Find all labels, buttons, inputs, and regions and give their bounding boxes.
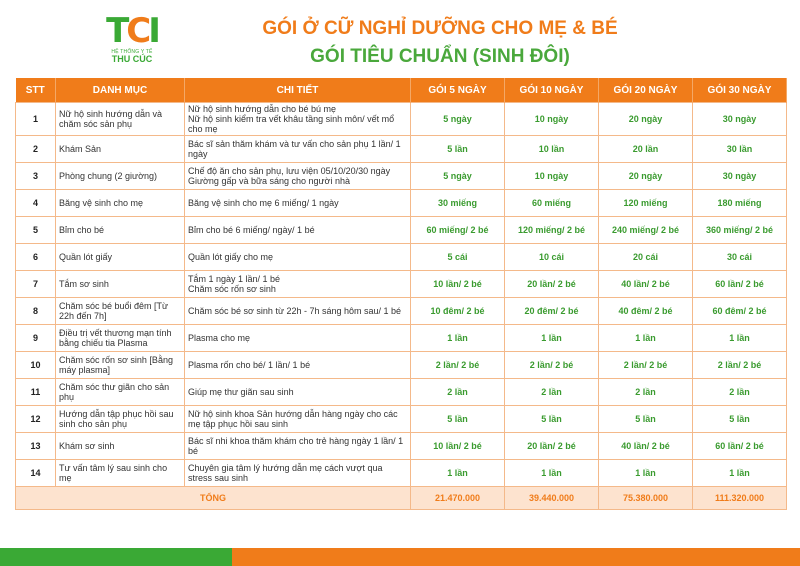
row-package-20: 2 lần/ 2 bé: [599, 352, 693, 379]
row-package-30: 1 lần: [693, 325, 787, 352]
header-stt: STT: [16, 78, 56, 103]
row-package-5: 5 ngày: [411, 103, 505, 136]
row-stt: 4: [16, 190, 56, 217]
row-category: Nữ hộ sinh hướng dẫn và chăm sóc sản phụ: [56, 103, 185, 136]
row-package-5: 5 lần: [411, 406, 505, 433]
row-stt: 9: [16, 325, 56, 352]
footer-bar-green: [0, 548, 232, 566]
logo-tagline: HỆ THỐNG Y TẾ: [111, 49, 153, 55]
row-package-10: 20 đêm/ 2 bé: [505, 298, 599, 325]
row-package-10: 10 ngày: [505, 163, 599, 190]
row-category: Khám Sản: [56, 136, 185, 163]
row-stt: 6: [16, 244, 56, 271]
logo-name: THU CÚC: [111, 54, 153, 64]
table-row: [16, 352, 787, 379]
row-package-10: 5 lần: [505, 406, 599, 433]
row-package-10: 10 ngày: [505, 103, 599, 136]
row-package-20: 20 ngày: [599, 163, 693, 190]
table-row: [16, 217, 787, 244]
row-package-10: 1 lần: [505, 325, 599, 352]
table-row: [16, 298, 787, 325]
row-package-30: 30 ngày: [693, 103, 787, 136]
row-package-10: 2 lần: [505, 379, 599, 406]
total-package-20: 75.380.000: [599, 487, 693, 510]
row-package-10: 10 lần: [505, 136, 599, 163]
row-package-20: 20 ngày: [599, 103, 693, 136]
row-detail: Nữ hộ sinh hướng dẫn cho bé bú mẹ Nữ hộ sinh kiểm tra vết khâu tầng sinh môn/ vết mổ cho mẹ: [185, 103, 411, 136]
row-package-10: 60 miếng: [505, 190, 599, 217]
row-category: Băng vệ sinh cho mẹ: [56, 190, 185, 217]
table-row: [16, 244, 787, 271]
row-package-20: 40 đêm/ 2 bé: [599, 298, 693, 325]
footer-bar-orange: [232, 548, 800, 566]
row-detail: Quần lót giấy cho mẹ: [185, 244, 411, 271]
row-package-10: 1 lần: [505, 460, 599, 487]
total-package-10: 39.440.000: [505, 487, 599, 510]
table-row: [16, 190, 787, 217]
row-package-30: 60 lần/ 2 bé: [693, 433, 787, 460]
row-detail: Plasma cho mẹ: [185, 325, 411, 352]
row-package-30: 5 lần: [693, 406, 787, 433]
row-category: Phòng chung (2 giường): [56, 163, 185, 190]
row-package-30: 30 ngày: [693, 163, 787, 190]
row-package-30: 180 miếng: [693, 190, 787, 217]
row-package-30: 1 lần: [693, 460, 787, 487]
page-title: GÓI Ở CỮ NGHỈ DƯỠNG CHO MẸ & BÉ: [262, 18, 618, 39]
table-row: [16, 406, 787, 433]
total-row: [16, 487, 787, 510]
row-detail: Chuyên gia tâm lý hướng dẫn mẹ cách vượt qua stress sau sinh: [185, 460, 411, 487]
package-table: [15, 78, 787, 510]
row-stt: 14: [16, 460, 56, 487]
row-detail: Băng vệ sinh cho mẹ 6 miếng/ 1 ngày: [185, 190, 411, 217]
row-stt: 11: [16, 379, 56, 406]
row-category: Tư vấn tâm lý sau sinh cho mẹ: [56, 460, 185, 487]
row-package-20: 40 lần/ 2 bé: [599, 271, 693, 298]
row-detail: Chế độ ăn cho sản phụ, lưu viện 05/10/20/30 ngày Giường gấp và bữa sáng cho người nhà: [185, 163, 411, 190]
row-package-20: 120 miếng: [599, 190, 693, 217]
row-stt: 3: [16, 163, 56, 190]
row-package-10: 10 cái: [505, 244, 599, 271]
row-detail: Tắm 1 ngày 1 lần/ 1 bé Chăm sóc rốn sơ sinh: [185, 271, 411, 298]
row-category: Tắm sơ sinh: [56, 271, 185, 298]
logo: [100, 11, 164, 64]
header-detail: CHI TIẾT: [185, 78, 411, 103]
total-package-30: 111.320.000: [693, 487, 787, 510]
row-stt: 8: [16, 298, 56, 325]
row-stt: 1: [16, 103, 56, 136]
row-package-20: 20 lần: [599, 136, 693, 163]
row-category: Chăm sóc thư giãn cho sản phụ: [56, 379, 185, 406]
row-detail: Chăm sóc bé sơ sinh từ 22h - 7h sáng hôm sau/ 1 bé: [185, 298, 411, 325]
row-package-5: 5 lần: [411, 136, 505, 163]
row-package-5: 5 ngày: [411, 163, 505, 190]
row-stt: 2: [16, 136, 56, 163]
row-detail: Plasma rốn cho bé/ 1 lần/ 1 bé: [185, 352, 411, 379]
table-row: [16, 325, 787, 352]
row-package-5: 2 lần/ 2 bé: [411, 352, 505, 379]
row-package-20: 1 lần: [599, 325, 693, 352]
row-category: Chăm sóc rốn sơ sinh [Bằng máy plasma]: [56, 352, 185, 379]
row-package-20: 5 lần: [599, 406, 693, 433]
row-package-5: 60 miếng/ 2 bé: [411, 217, 505, 244]
row-stt: 12: [16, 406, 56, 433]
row-package-20: 240 miếng/ 2 bé: [599, 217, 693, 244]
row-package-10: 120 miếng/ 2 bé: [505, 217, 599, 244]
row-package-30: 30 lần: [693, 136, 787, 163]
row-package-20: 20 cái: [599, 244, 693, 271]
row-stt: 7: [16, 271, 56, 298]
total-label: TỔNG: [16, 487, 411, 510]
row-package-5: 10 lần/ 2 bé: [411, 271, 505, 298]
row-package-30: 60 đêm/ 2 bé: [693, 298, 787, 325]
row-package-30: 2 lần: [693, 379, 787, 406]
row-package-5: 30 miếng: [411, 190, 505, 217]
header-package-10: GÓI 10 NGÀY: [505, 78, 599, 103]
row-package-20: 40 lần/ 2 bé: [599, 433, 693, 460]
row-package-30: 30 cái: [693, 244, 787, 271]
row-package-5: 1 lần: [411, 460, 505, 487]
row-package-5: 10 lần/ 2 bé: [411, 433, 505, 460]
row-detail: Nữ hộ sinh khoa Sản hướng dẫn hàng ngày cho các mẹ tập phục hồi sau sinh: [185, 406, 411, 433]
row-category: Chăm sóc bé buổi đêm [Từ 22h đến 7h]: [56, 298, 185, 325]
row-package-5: 2 lần: [411, 379, 505, 406]
row-category: Quần lót giấy: [56, 244, 185, 271]
table-row: [16, 163, 787, 190]
header-package-5: GÓI 5 NGÀY: [411, 78, 505, 103]
logo-mark: TCI: [106, 11, 158, 51]
table-row: [16, 460, 787, 487]
row-category: Hướng dẫn tập phục hồi sau sinh cho sản phụ: [56, 406, 185, 433]
row-package-30: 2 lần/ 2 bé: [693, 352, 787, 379]
table-row: [16, 271, 787, 298]
header-category: DANH MỤC: [56, 78, 185, 103]
row-package-10: 20 lần/ 2 bé: [505, 433, 599, 460]
row-package-30: 60 lần/ 2 bé: [693, 271, 787, 298]
total-package-5: 21.470.000: [411, 487, 505, 510]
row-detail: Giúp mẹ thư giãn sau sinh: [185, 379, 411, 406]
row-package-10: 2 lần/ 2 bé: [505, 352, 599, 379]
table-header-row: [16, 78, 787, 103]
row-package-5: 5 cái: [411, 244, 505, 271]
row-package-20: 1 lần: [599, 460, 693, 487]
row-package-5: 10 đêm/ 2 bé: [411, 298, 505, 325]
row-stt: 10: [16, 352, 56, 379]
row-category: Bỉm cho bé: [56, 217, 185, 244]
row-category: Khám sơ sinh: [56, 433, 185, 460]
table-row: [16, 103, 787, 136]
page-subtitle: GÓI TIÊU CHUẨN (SINH ĐÔI): [310, 46, 570, 67]
header-package-20: GÓI 20 NGÀY: [599, 78, 693, 103]
row-detail: Bác sĩ nhi khoa thăm khám cho trẻ hàng ngày 1 lần/ 1 bé: [185, 433, 411, 460]
row-detail: Bỉm cho bé 6 miếng/ ngày/ 1 bé: [185, 217, 411, 244]
table-row: [16, 379, 787, 406]
row-package-5: 1 lần: [411, 325, 505, 352]
row-detail: Bác sĩ sản thăm khám và tư vấn cho sản phụ 1 lần/ 1 ngày: [185, 136, 411, 163]
row-package-30: 360 miếng/ 2 bé: [693, 217, 787, 244]
row-stt: 5: [16, 217, 56, 244]
row-category: Điều trị vết thương mạn tính bằng chiếu tia Plasma: [56, 325, 185, 352]
table-row: [16, 433, 787, 460]
row-package-20: 2 lần: [599, 379, 693, 406]
row-package-10: 20 lần/ 2 bé: [505, 271, 599, 298]
header-package-30: GÓI 30 NGÀY: [693, 78, 787, 103]
table-row: [16, 136, 787, 163]
row-stt: 13: [16, 433, 56, 460]
